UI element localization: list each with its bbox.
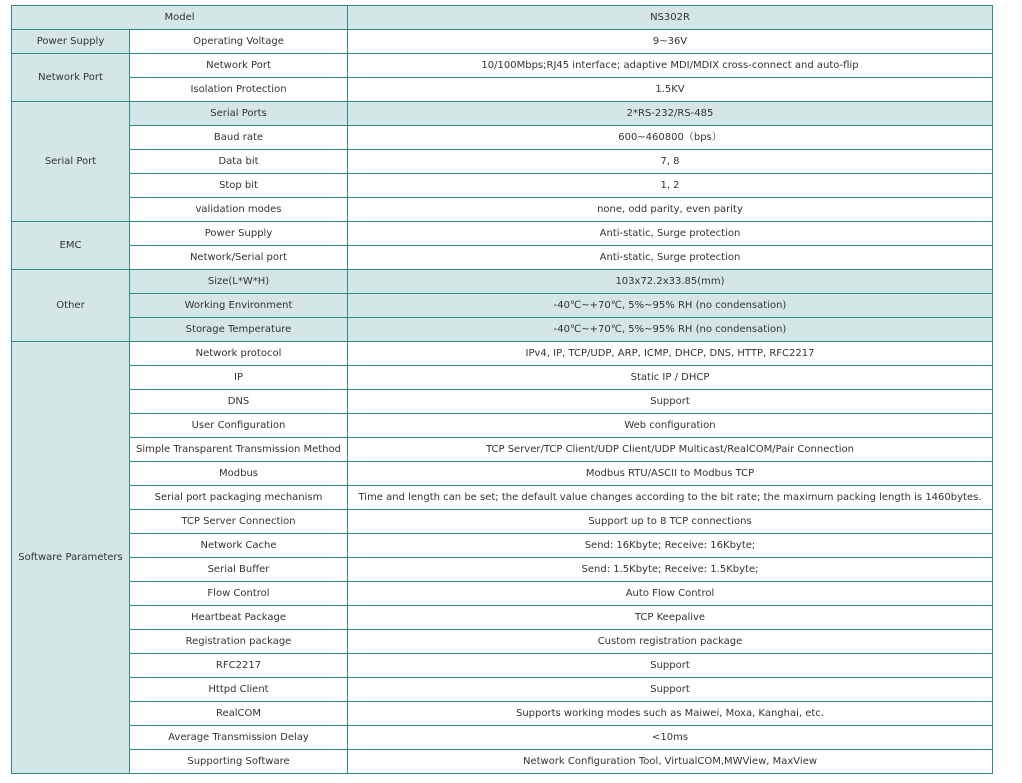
- param-value: 600~460800（bps）: [348, 126, 993, 150]
- param-name: Network protocol: [130, 342, 348, 366]
- param-value: <10ms: [348, 726, 993, 750]
- spec-row: [12, 486, 993, 510]
- param-value: Anti-static, Surge protection: [348, 246, 993, 270]
- param-value: -40℃~+70℃, 5%~95% RH (no condensation): [348, 318, 993, 342]
- param-value: Web configuration: [348, 414, 993, 438]
- param-value: Support: [348, 654, 993, 678]
- spec-row: [12, 150, 993, 174]
- spec-row: [12, 294, 993, 318]
- param-value: 10/100Mbps;RJ45 interface; adaptive MDI/MDIX cross-connect and auto-flip: [348, 54, 993, 78]
- spec-table: [11, 5, 993, 774]
- param-value: Send: 16Kbyte; Receive: 16Kbyte;: [348, 534, 993, 558]
- param-name: Network Port: [130, 54, 348, 78]
- spec-row: [12, 702, 993, 726]
- spec-row: [12, 198, 993, 222]
- param-name: RealCOM: [130, 702, 348, 726]
- param-value: 103x72.2x33.85(mm): [348, 270, 993, 294]
- param-value: Modbus RTU/ASCII to Modbus TCP: [348, 462, 993, 486]
- param-name: Stop bit: [130, 174, 348, 198]
- spec-row: [12, 414, 993, 438]
- param-value: 1.5KV: [348, 78, 993, 102]
- spec-row: [12, 30, 993, 54]
- param-name: Serial Ports: [130, 102, 348, 126]
- section-name: Other: [12, 270, 130, 342]
- spec-row: [12, 246, 993, 270]
- spec-row: [12, 750, 993, 774]
- model-label: Model: [12, 6, 348, 30]
- param-value: Supports working modes such as Maiwei, Moxa, Kanghai, etc.: [348, 702, 993, 726]
- spec-row: [12, 126, 993, 150]
- param-value: Send: 1.5Kbyte; Receive: 1.5Kbyte;: [348, 558, 993, 582]
- param-value: Custom registration package: [348, 630, 993, 654]
- spec-row: [12, 390, 993, 414]
- spec-row: [12, 534, 993, 558]
- param-value: TCP Server/TCP Client/UDP Client/UDP Multicast/RealCOM/Pair Connection: [348, 438, 993, 462]
- param-name: Httpd Client: [130, 678, 348, 702]
- param-name: Simple Transparent Transmission Method: [130, 438, 348, 462]
- spec-row: [12, 78, 993, 102]
- param-name: Operating Voltage: [130, 30, 348, 54]
- param-value: -40℃~+70℃, 5%~95% RH (no condensation): [348, 294, 993, 318]
- spec-row: [12, 102, 993, 126]
- spec-row: [12, 510, 993, 534]
- param-value: 7, 8: [348, 150, 993, 174]
- section-name: Network Port: [12, 54, 130, 102]
- spec-row: [12, 438, 993, 462]
- param-name: Supporting Software: [130, 750, 348, 774]
- param-value: Time and length can be set; the default value changes according to the bit rate; the maximum packing length is 1460bytes.: [348, 486, 993, 510]
- param-name: RFC2217: [130, 654, 348, 678]
- spec-row: [12, 270, 993, 294]
- spec-row: [12, 54, 993, 78]
- param-value: Support: [348, 678, 993, 702]
- param-name: Isolation Protection: [130, 78, 348, 102]
- param-name: Data bit: [130, 150, 348, 174]
- param-name: IP: [130, 366, 348, 390]
- param-name: Power Supply: [130, 222, 348, 246]
- param-value: 2*RS-232/RS-485: [348, 102, 993, 126]
- param-name: Flow Control: [130, 582, 348, 606]
- param-name: Network/Serial port: [130, 246, 348, 270]
- spec-row: [12, 462, 993, 486]
- section-name: Software Parameters: [12, 342, 130, 774]
- param-value: Static IP / DHCP: [348, 366, 993, 390]
- param-value: Auto Flow Control: [348, 582, 993, 606]
- param-name: Modbus: [130, 462, 348, 486]
- param-value: IPv4, IP, TCP/UDP, ARP, ICMP, DHCP, DNS, HTTP, RFC2217: [348, 342, 993, 366]
- param-name: Serial Buffer: [130, 558, 348, 582]
- spec-row: [12, 654, 993, 678]
- param-name: validation modes: [130, 198, 348, 222]
- param-value: TCP Keepalive: [348, 606, 993, 630]
- param-value: 9~36V: [348, 30, 993, 54]
- spec-row: [12, 318, 993, 342]
- spec-row: [12, 174, 993, 198]
- param-name: Registration package: [130, 630, 348, 654]
- spec-row: [12, 630, 993, 654]
- spec-row: [12, 582, 993, 606]
- spec-row: [12, 366, 993, 390]
- spec-row: [12, 606, 993, 630]
- param-value: Support up to 8 TCP connections: [348, 510, 993, 534]
- param-name: Heartbeat Package: [130, 606, 348, 630]
- param-name: Storage Temperature: [130, 318, 348, 342]
- spec-row: [12, 726, 993, 750]
- param-name: Serial port packaging mechanism: [130, 486, 348, 510]
- param-value: none, odd parity, even parity: [348, 198, 993, 222]
- spec-table-body: [12, 6, 993, 774]
- param-value: Network Configuration Tool, VirtualCOM,MWView, MaxView: [348, 750, 993, 774]
- spec-row: [12, 558, 993, 582]
- section-name: EMC: [12, 222, 130, 270]
- header-row: [12, 6, 993, 30]
- section-name: Power Supply: [12, 30, 130, 54]
- section-name: Serial Port: [12, 102, 130, 222]
- model-value: NS302R: [348, 6, 993, 30]
- param-name: DNS: [130, 390, 348, 414]
- spec-row: [12, 222, 993, 246]
- param-name: User Configuration: [130, 414, 348, 438]
- spec-row: [12, 678, 993, 702]
- param-name: Size(L*W*H): [130, 270, 348, 294]
- param-value: 1, 2: [348, 174, 993, 198]
- param-name: Working Environment: [130, 294, 348, 318]
- param-value: Support: [348, 390, 993, 414]
- spec-row: [12, 342, 993, 366]
- param-name: Network Cache: [130, 534, 348, 558]
- param-value: Anti-static, Surge protection: [348, 222, 993, 246]
- param-name: Baud rate: [130, 126, 348, 150]
- param-name: Average Transmission Delay: [130, 726, 348, 750]
- param-name: TCP Server Connection: [130, 510, 348, 534]
